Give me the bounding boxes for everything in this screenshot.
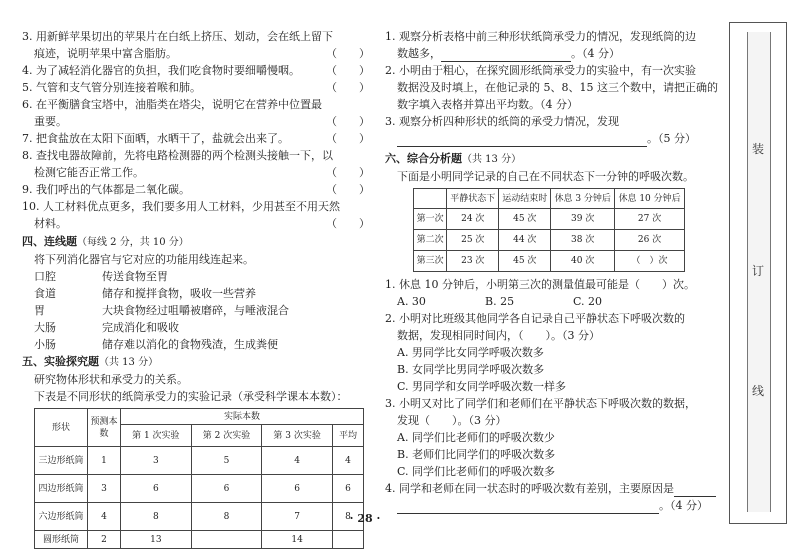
tf-item-text: 10. 人工材料优点更多，我们要多用人工材料，少用甚至不用天然 [22,200,340,213]
tf-answer-paren[interactable]: （ ） [326,81,370,94]
tf-item-line1 [22,198,370,215]
breath-header-cell: 运动结束时 [499,189,551,209]
tf-item-text-cont: 痕迹，说明苹果中富含脂肪。 [34,47,177,60]
s6-q2-line2: 数据，发现相同时间内，（ ）。（3 分） [397,329,600,342]
organ-label[interactable]: 小肠 [34,338,56,351]
option-a[interactable]: A. 同学们比老师们的呼吸次数少 [397,431,555,444]
tf-item-text: 6. 在平衡膳食宝塔中，油脂类在塔尖，说明它在营养中位置最 [22,98,322,111]
breathing-table [413,188,685,272]
section-4-title: 四、连线题 [22,235,77,248]
breath-cell: 26 次 [615,230,685,251]
s6-q4-score: 。（4 分） [659,499,708,512]
cell-t2: 5 [191,447,262,475]
section-5-header [22,353,370,371]
section-4-score: （每线 2 分，共 10 分） [77,237,189,248]
s6-q4-text: 4. 同学和老师在同一状态时的呼吸次数有差别，主要原因是 [385,482,674,495]
matching-row [22,302,370,319]
section-6-title: 六、综合分析题 [385,152,462,165]
tf-answer-paren[interactable]: （ ） [326,64,370,77]
breath-cell: （ ）次 [615,251,685,272]
tf-answer-paren[interactable]: （ ） [326,166,370,179]
table-row [414,251,685,272]
experiment-table [34,408,364,549]
option-c[interactable]: C. 20 [573,295,603,308]
breath-cell: 40 次 [551,251,615,272]
table-row [35,447,364,475]
s6-q4-blank-a[interactable] [674,484,716,497]
option-c[interactable]: C. 同学们比老师们的呼吸次数多 [397,465,556,478]
cell-pred: 2 [88,531,121,549]
cell-shape: 四边形纸筒 [35,475,88,503]
breath-cell: 第三次 [414,251,447,272]
breath-header-cell [414,189,447,209]
tf-item-line1 [22,147,370,164]
cell-avg[interactable] [333,531,364,549]
true-false-items [22,28,370,232]
cell-t3: 4 [262,447,333,475]
organ-label[interactable]: 大肠 [34,321,56,334]
section-6-score: （共 13 分） [462,154,522,165]
s6-q1-options [385,293,710,310]
organ-label[interactable]: 口腔 [34,270,56,283]
breath-cell: 39 次 [551,209,615,230]
breath-cell: 第二次 [414,230,447,251]
table-header-row [414,189,685,209]
binding-char-3: 线 [752,384,765,398]
tf-item-text: 8. 查找电器故障前，先将电路检测器的两个检测头接触一下，以 [22,149,333,162]
cell-shape: 三边形纸筒 [35,447,88,475]
s6-q4-line1 [385,480,710,497]
cell-avg: 4 [333,447,364,475]
cell-shape: 六边形纸筒 [35,503,88,531]
tf-item-text: 4. 为了减轻消化器官的负担，我们吃食物时要细嚼慢咽。 [22,64,300,77]
matching-row [22,319,370,336]
tf-answer-paren[interactable]: （ ） [326,132,370,145]
cell-t2: 8 [191,503,262,531]
th-actual: 实际本数 [121,409,364,425]
tf-item-line2 [22,113,370,130]
tf-item-line2 [22,45,370,62]
table-row [414,209,685,230]
s6-q2-options [385,344,710,395]
cell-pred: 4 [88,503,121,531]
section-6-intro: 下面是小明同学记录的自己在不同状态下一分钟的呼吸次数。 [397,170,694,183]
organ-label[interactable]: 食道 [34,287,56,300]
q3-line1: 3. 观察分析四种形状的纸筒的承受力情况，发现 [385,115,619,128]
s6-q1: 1. 休息 10 分钟后，小明第三次的测量值最可能是（ ）次。 [385,278,695,291]
tf-item-text: 3. 用新鲜苹果切出的苹果片在白纸上挤压、划动，会在纸上留下 [22,30,333,43]
option-b[interactable]: B. 女同学比男同学呼吸次数多 [397,363,545,376]
breath-cell: 38 次 [551,230,615,251]
breath-cell: 23 次 [447,251,499,272]
function-label[interactable]: 传送食物至胃 [102,270,168,283]
section-6-header [385,150,710,168]
tf-item-line1 [22,130,370,147]
cell-t1: 8 [121,503,192,531]
q2-line3: 数字填入表格并算出平均数。（4 分） [397,98,578,111]
section-5-title: 五、实验探究题 [22,355,99,368]
section-5-desc: 下表是不同形状的纸筒承受力的实验记录（承受科学课本本数）： [34,390,348,403]
tf-answer-paren[interactable]: （ ） [326,183,370,196]
cell-shape: 圆形纸筒 [35,531,88,549]
function-label[interactable]: 储存和搅拌食物，吸收一些营养 [102,287,256,300]
th-trial-1: 第 1 次实验 [121,425,192,447]
section-5-intro: 研究物体形状和承受力的关系。 [34,373,188,386]
q3-answer-blank[interactable] [397,134,647,147]
th-shape: 形状 [35,409,88,447]
cell-avg: 8 [333,503,364,531]
breath-header-cell: 平静状态下 [447,189,499,209]
cell-t3: 7 [262,503,333,531]
matching-row [22,336,370,353]
th-average: 平均 [333,425,364,447]
tf-item-text-cont: 检测它能否正常工作。 [34,166,144,179]
option-a[interactable]: A. 男同学比女同学呼吸次数多 [397,346,544,359]
tf-item-text: 9. 我们呼出的气体都是二氧化碳。 [22,183,190,196]
section-4-intro: 将下列消化器官与它对应的功能用线连起来。 [34,253,254,266]
q1-score: 。（4 分） [571,47,620,60]
binding-char-2: 订 [752,264,765,278]
tf-answer-paren[interactable]: （ ） [326,47,370,60]
tf-item-text-cont: 材料。 [34,217,67,230]
matching-row [22,285,370,302]
q2-line2: 数据没及时填上，在他记录的 5、8、15 这三个数中，请把正确的 [397,81,718,94]
tf-item-text: 5. 气管和支气管分别连接着喉和肺。 [22,81,201,94]
matching-row [22,268,370,285]
s6-q3-line1: 3. 小明又对比了同学们和老师们在平静状态下呼吸次数的数据， [385,397,696,410]
cell-pred: 1 [88,447,121,475]
s6-q3-options [385,429,710,480]
tf-item-line2 [22,215,370,232]
tf-item-text: 7. 把食盐放在太阳下面晒，水晒干了，盐就会出来了。 [22,132,289,145]
function-label[interactable]: 完成消化和吸收 [102,321,179,334]
table-row [35,531,364,549]
option-a[interactable]: A. 30 [397,295,426,308]
breath-cell: 44 次 [499,230,551,251]
tf-item-line1 [22,62,370,79]
organ-label[interactable]: 胃 [34,304,45,317]
th-trial-2: 第 2 次实验 [191,425,262,447]
right-column [385,28,718,514]
left-column [22,28,370,549]
s6-q3-line2: 发现（ ）。（3 分） [397,414,507,427]
cell-t3: 6 [262,475,333,503]
section-4-header [22,233,370,251]
breath-cell: 45 次 [499,209,551,230]
q1-line1: 1. 观察分析表格中前三种形状纸筒承受力的情况，发现纸筒的边 [385,30,696,43]
s6-q2-line1: 2. 小明对比班级其他同学各自记录自己平静状态下呼吸次数的 [385,312,685,325]
th-trial-3: 第 3 次实验 [262,425,333,447]
section-5-score: （共 13 分） [99,357,159,368]
breath-cell: 45 次 [499,251,551,272]
cell-t3: 14 [262,531,333,549]
option-c[interactable]: C. 男同学和女同学呼吸次数一样多 [397,380,567,393]
q1-line2 [385,45,710,62]
q3-score: 。（5 分） [647,132,696,145]
breath-cell: 27 次 [615,209,685,230]
cell-t2: 6 [191,475,262,503]
breath-cell: 25 次 [447,230,499,251]
breath-header-cell: 休息 10 分钟后 [615,189,685,209]
cell-t2[interactable] [191,531,262,549]
table-row [35,475,364,503]
q3-line2 [385,130,710,147]
tf-item-line2 [22,164,370,181]
breath-cell: 第一次 [414,209,447,230]
tf-answer-paren[interactable]: （ ） [326,217,370,230]
cell-t1: 13 [121,531,192,549]
cell-t1: 3 [121,447,192,475]
function-label[interactable]: 储存难以消化的食物残渣，生成粪便 [102,338,278,351]
q1-answer-blank[interactable] [441,49,571,62]
table-row [414,230,685,251]
option-b[interactable]: B. 老师们比同学们的呼吸次数多 [397,448,556,461]
q1-text: 数越多， [397,47,441,60]
tf-answer-paren[interactable]: （ ） [326,115,370,128]
matching-list [22,268,370,353]
page-number: · 28 · [349,512,381,525]
cell-pred: 3 [88,475,121,503]
breath-header-cell: 休息 3 分钟后 [551,189,615,209]
breath-cell: 24 次 [447,209,499,230]
tf-item-line1 [22,28,370,45]
option-b[interactable]: B. 25 [485,295,515,308]
function-label[interactable]: 大块食物经过咀嚼被磨碎，与唾液混合 [102,304,289,317]
cell-t1: 6 [121,475,192,503]
cell-avg: 6 [333,475,364,503]
tf-item-text-cont: 重要。 [34,115,67,128]
th-predict: 预测本数 [88,409,121,447]
tf-item-line1 [22,96,370,113]
binding-char-1: 装 [752,142,765,156]
q2-line1: 2. 小明由于粗心，在探究圆形纸筒承受力的实验中，有一次实验 [385,64,696,77]
tf-item-line1 [22,181,370,198]
tf-item-line1 [22,79,370,96]
